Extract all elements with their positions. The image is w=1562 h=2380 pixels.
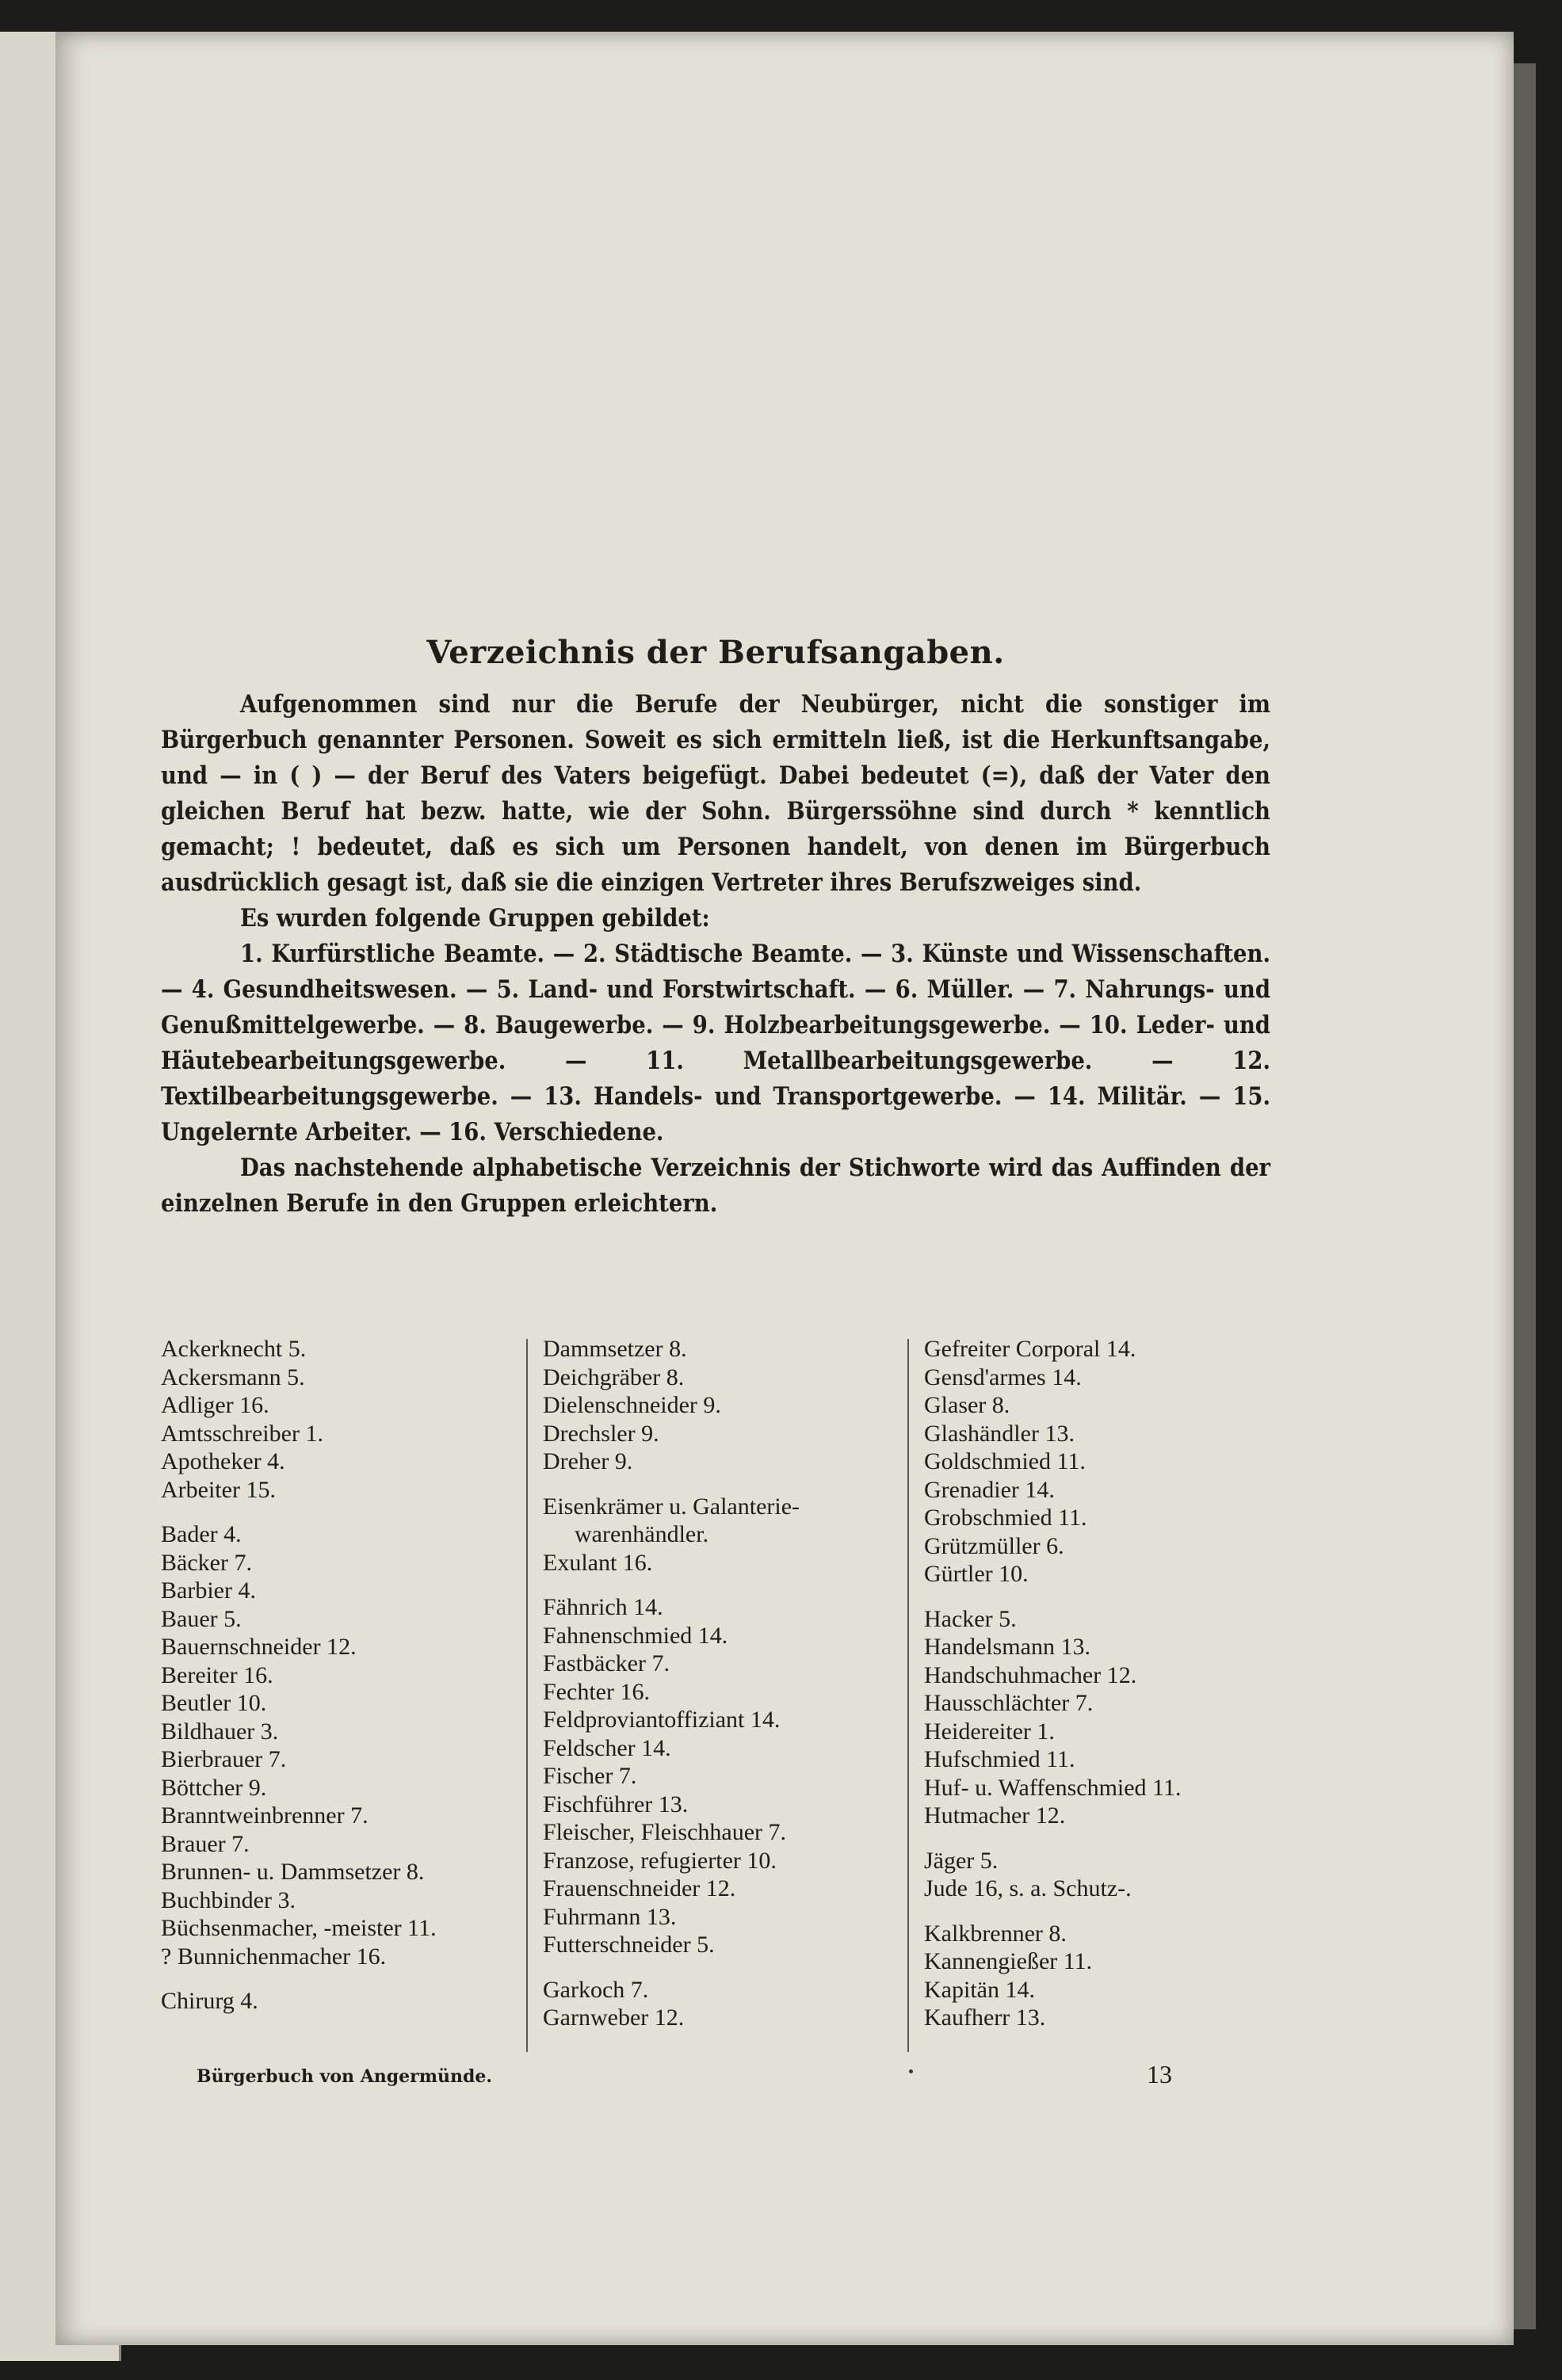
index-group xyxy=(543,1593,892,1959)
page-content xyxy=(161,634,1270,1222)
index-entry: Barbier 4. xyxy=(161,1577,256,1604)
index-entry: Kaufherr 13. xyxy=(924,2004,1046,2031)
index-entry: Grenadier 14. xyxy=(924,1476,1055,1503)
index-entry: Dielenschneider 9. xyxy=(543,1392,721,1418)
intro-text xyxy=(161,687,1270,1222)
index-group xyxy=(543,1493,892,1577)
index-entry: Gensd'armes 14. xyxy=(924,1364,1082,1390)
index-group xyxy=(924,1605,1273,1830)
index-entry: Beutler 10. xyxy=(161,1690,267,1716)
index-entry: Dreher 9. xyxy=(543,1448,633,1474)
index-entry: Bauer 5. xyxy=(161,1605,242,1632)
index-column-2 xyxy=(543,1335,892,2049)
ink-dot xyxy=(909,2069,913,2073)
index-entry: Heidereiter 1. xyxy=(924,1718,1055,1745)
intro-paragraph: Aufgenommen sind nur die Berufe der Neubürger, nicht die sonstiger im Bürgerbuch genannter Personen. Soweit es sich ermitteln ließ, ist die Herkunftsangabe, und — in ( ) — der Beruf des Vaters beigefügt. Dabei bedeutet (=), daß der Vater den gleichen Beruf hat bezw. hatte, wie der Sohn. Bürgerssöhne sind durch * kenntlich gemacht; ! bedeutet, daß es sich um Personen handelt, von denen im Bürgerbuch ausdrücklich gesagt ist, daß sie die einzigen Vertreter ihres Berufszweiges sind. xyxy=(161,690,1270,897)
index-group xyxy=(543,1335,892,1476)
index-entry: Gefreiter Corporal 14. xyxy=(924,1336,1136,1362)
page-number: 13 xyxy=(1147,2060,1172,2088)
groups-list: 1. Kurfürstliche Beamte. — 2. Städtische Beamte. — 3. Künste und Wissenschaften. — 4. Gesundheitswesen. — 5. Land- und Forstwirtschaft. — 6. Müller. — 7. Nahrungs- und Genußmittelgewerbe. — 8. Baugewerbe. — 9. Holzbearbeitungsgewerbe. — 10. Leder- und Häutebearbeitungsgewerbe. — 11. Metallbearbeitungsgewerbe. — 12. Textilbearbeitungsgewerbe. — 13. Handels- und Transportgewerbe. — 14. Militär. — 15. Ungelernte Arbeiter. — 16. Verschiedene. xyxy=(161,940,1270,1146)
index-entry: Dammsetzer 8. xyxy=(543,1336,687,1362)
index-entry: Garkoch 7. xyxy=(543,1976,649,2003)
index-entry: Kapitän 14. xyxy=(924,1976,1035,2003)
index-entry: Eisenkrämer u. Galanterie- xyxy=(543,1493,800,1520)
index-entry: Frauenschneider 12. xyxy=(543,1875,736,1901)
index-group xyxy=(161,1335,510,1504)
index-entry: Bildhauer 3. xyxy=(161,1718,279,1745)
index-column-1 xyxy=(161,1335,510,2032)
page-title: Verzeichnis der Berufsangaben. xyxy=(426,634,1005,671)
book-edge xyxy=(1514,63,1536,2329)
index-entry: Hutmacher 12. xyxy=(924,1802,1066,1829)
index-entry: Kannengießer 11. xyxy=(924,1948,1093,1974)
index-entry: Apotheker 4. xyxy=(161,1448,285,1474)
index-entry: Bader 4. xyxy=(161,1521,242,1547)
index-entry: Buchbinder 3. xyxy=(161,1886,296,1913)
index-entry: Exulant 16. xyxy=(543,1549,653,1576)
index-entry: ? Bunnichenmacher 16. xyxy=(161,1943,387,1970)
index-entry: Handschuhmacher 12. xyxy=(924,1661,1137,1688)
index-entry: Fahnenschmied 14. xyxy=(543,1622,728,1649)
index-entry: Goldschmied 11. xyxy=(924,1448,1086,1474)
index-entry: Fischführer 13. xyxy=(543,1791,689,1817)
index-entry: Grützmüller 6. xyxy=(924,1532,1064,1559)
index-entry: warenhändler. xyxy=(575,1521,709,1547)
index-entry: Brauer 7. xyxy=(161,1830,250,1857)
index-entry: Büchsenmacher, -meister 11. xyxy=(161,1915,437,1941)
index-entry: Futterschneider 5. xyxy=(543,1932,715,1958)
index-entry: Chirurg 4. xyxy=(161,1988,258,2014)
index-entry: Hausschlächter 7. xyxy=(924,1690,1094,1716)
index-entry: Arbeiter 15. xyxy=(161,1476,276,1503)
index-entry: Fähnrich 14. xyxy=(543,1594,663,1620)
footer-book-title: Bürgerbuch von Angermünde. xyxy=(197,2066,493,2087)
index-entry: Amtsschreiber 1. xyxy=(161,1420,323,1447)
index-group xyxy=(543,1976,892,2032)
occupation-index xyxy=(161,1335,1270,2064)
index-entry: Drechsler 9. xyxy=(543,1420,659,1447)
index-group xyxy=(924,1335,1273,1589)
index-entry: Branntweinbrenner 7. xyxy=(161,1802,369,1829)
index-entry: Garnweber 12. xyxy=(543,2004,685,2031)
index-entry: Grobschmied 11. xyxy=(924,1505,1087,1531)
index-entry: Franzose, refugierter 10. xyxy=(543,1847,777,1874)
groups-heading: Es wurden folgende Gruppen gebildet: xyxy=(240,904,710,933)
index-entry: Deichgräber 8. xyxy=(543,1364,685,1390)
index-entry: Adliger 16. xyxy=(161,1392,269,1418)
index-entry: Huf- u. Waffenschmied 11. xyxy=(924,1774,1182,1801)
index-entry: Feldscher 14. xyxy=(543,1734,671,1761)
index-entry: Handelsmann 13. xyxy=(924,1634,1090,1660)
index-entry: Glashändler 13. xyxy=(924,1420,1075,1447)
column-divider xyxy=(526,1339,528,2052)
index-entry: Feldproviantoffiziant 14. xyxy=(543,1707,781,1733)
index-entry: Hufschmied 11. xyxy=(924,1746,1075,1772)
index-entry: Böttcher 9. xyxy=(161,1774,267,1801)
index-entry: Ackersmann 5. xyxy=(161,1364,305,1390)
column-divider xyxy=(907,1339,909,2052)
index-entry: Bierbrauer 7. xyxy=(161,1746,287,1772)
index-group xyxy=(161,1987,510,2016)
index-entry: Bauernschneider 12. xyxy=(161,1634,357,1660)
index-group xyxy=(924,1847,1273,1903)
index-group xyxy=(924,1920,1273,2032)
index-entry: Gürtler 10. xyxy=(924,1561,1029,1587)
index-entry: Hacker 5. xyxy=(924,1605,1017,1632)
index-note: Das nachstehende alphabetische Verzeichnis der Stichworte wird das Auffinden der einzelnen Berufe in den Gruppen erleichtern. xyxy=(161,1154,1270,1218)
index-entry: Jäger 5. xyxy=(924,1847,999,1874)
index-entry: Fleischer, Fleischhauer 7. xyxy=(543,1819,787,1845)
index-entry: Brunnen- u. Dammsetzer 8. xyxy=(161,1859,425,1885)
index-entry: Fischer 7. xyxy=(543,1763,637,1789)
index-entry: Kalkbrenner 8. xyxy=(924,1920,1067,1947)
index-entry: Fuhrmann 13. xyxy=(543,1903,677,1930)
index-entry: Fastbäcker 7. xyxy=(543,1650,670,1676)
index-entry: Jude 16, s. a. Schutz-. xyxy=(924,1875,1132,1901)
index-entry: Bereiter 16. xyxy=(161,1661,273,1688)
index-entry: Glaser 8. xyxy=(924,1392,1010,1418)
index-entry: Fechter 16. xyxy=(543,1678,650,1705)
index-column-3 xyxy=(924,1335,1273,2049)
index-entry: Bäcker 7. xyxy=(161,1549,252,1576)
index-entry: Ackerknecht 5. xyxy=(161,1336,307,1362)
index-group xyxy=(161,1520,510,1970)
